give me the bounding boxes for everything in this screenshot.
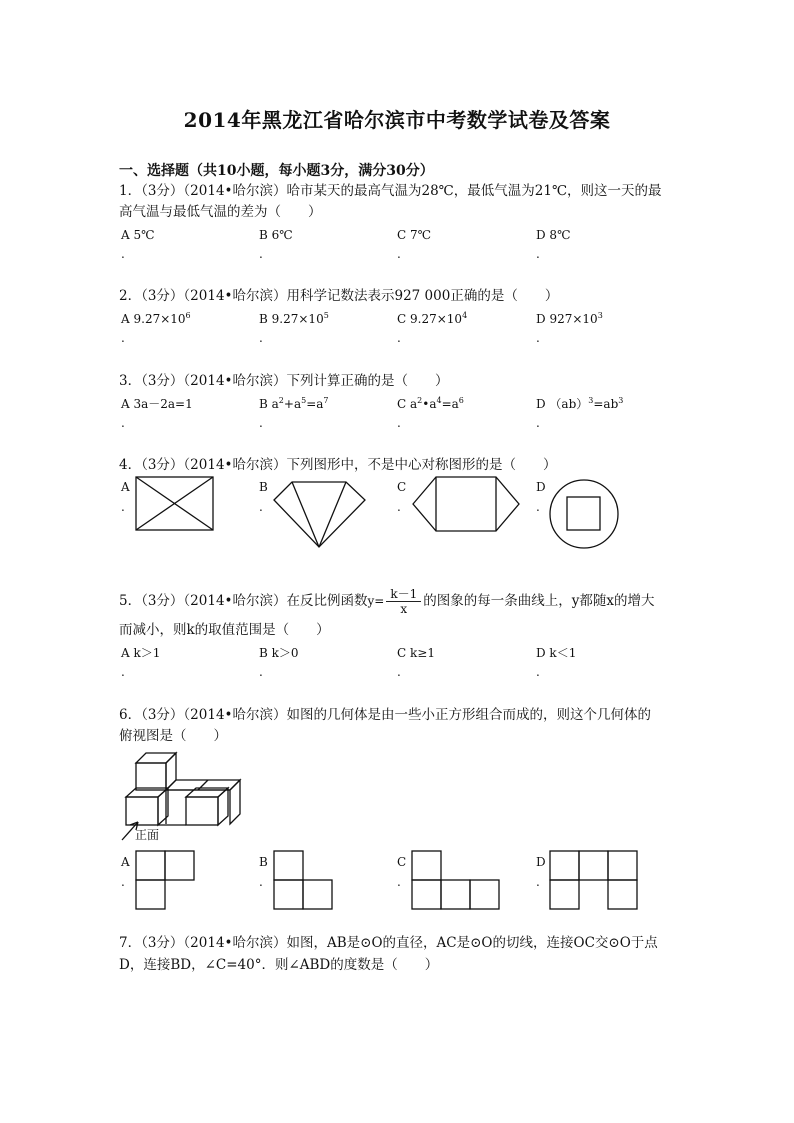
q4-figure-d-circle-square	[548, 479, 620, 551]
q1-option-d: D 8℃	[536, 228, 571, 242]
q3-option-c: C $a^2•a^4=a^6$	[397, 396, 464, 411]
bullet-dot: .	[397, 875, 401, 889]
q2-option-d: D $927\times 10^3$	[536, 311, 603, 326]
q7-text-line1: 7．（3分）（2014•哈尔滨）如图，AB是⊙O的直径，AC是⊙O的切线，连接OC交⊙O于点	[119, 935, 658, 951]
bullet-dot: .	[259, 665, 263, 679]
bullet-dot: .	[397, 500, 401, 514]
q3-option-b: B $a^2+a^5=a^7$	[259, 396, 329, 411]
q6-option-d-label: D	[536, 855, 546, 869]
q3-option-a: A 3a－2a=1	[121, 397, 193, 411]
q5-text-line1: 5．（3分）（2014•哈尔滨）在反比例函数y= $\frac{k-1}{x}$ 的图象的每一条曲线上，y都随x的增大	[119, 587, 655, 616]
q3-text: 3．（3分）（2014•哈尔滨）下列计算正确的是（ ）	[119, 373, 449, 389]
q2-text: 2．（3分）（2014•哈尔滨）用科学记数法表示927 000正确的是（ ）	[119, 288, 559, 304]
bullet-dot: .	[397, 416, 401, 430]
q4-text: 4．（3分）（2014•哈尔滨）下列图形中，不是中心对称图形的是（ ）	[119, 457, 557, 473]
bullet-dot: .	[259, 416, 263, 430]
bullet-dot: .	[259, 500, 263, 514]
bullet-dot: .	[259, 247, 263, 261]
q4-figure-c-hexagon	[412, 476, 520, 534]
q6-option-a-label: A	[121, 855, 130, 869]
q6-option-c-label: C	[397, 855, 407, 869]
fraction-y: y=	[367, 594, 385, 608]
bullet-dot: .	[536, 331, 540, 345]
q4-option-c-label: C	[397, 480, 407, 494]
q5-option-a: A k＞1	[121, 646, 161, 660]
q6-option-c-top-view	[411, 850, 503, 912]
q7-text-line2: D，连接BD，∠C=40°．则∠ABD的度数是（ ）	[119, 957, 439, 973]
q4-option-d-label: D	[536, 480, 546, 494]
q4-figure-b-fan-triangles	[272, 480, 368, 550]
page-title: 2014年黑龙江省哈尔滨市中考数学试卷及答案	[183, 108, 611, 132]
q1-text-line1: 1．（3分）（2014•哈尔滨）哈市某天的最高气温为28℃，最低气温为21℃，则这一天的最	[119, 183, 662, 199]
q6-text-line2: 俯视图是（ ）	[119, 728, 227, 744]
section-heading: 一、选择题（共10小题，每小题3分，满分30分）	[119, 163, 434, 179]
fraction-k-minus-1-over-x: $\frac{k-1}{x}$	[386, 587, 421, 616]
bullet-dot: .	[121, 500, 125, 514]
bullet-dot: .	[121, 875, 125, 889]
q6-option-a-top-view	[135, 850, 197, 912]
q6-option-b-top-view	[273, 850, 335, 912]
bullet-dot: .	[259, 331, 263, 345]
q1-text-line2: 高气温与最低气温的差为（ ）	[119, 204, 322, 220]
bullet-dot: .	[121, 665, 125, 679]
q2-option-c: C $9.27\times 10^4$	[397, 311, 468, 326]
bullet-dot: .	[536, 875, 540, 889]
q3-option-d: D $(ab)^3=ab^3$	[536, 396, 624, 411]
q2-option-b: B $9.27\times 10^5$	[259, 311, 329, 326]
q1-option-c: C 7℃	[397, 228, 432, 242]
bullet-dot: .	[397, 665, 401, 679]
bullet-dot: .	[397, 247, 401, 261]
bullet-dot: .	[121, 331, 125, 345]
q4-option-b-label: B	[259, 480, 268, 494]
q6-text-line1: 6．（3分）（2014•哈尔滨）如图的几何体是由一些小正方形组合而成的，则这个几何体的	[119, 707, 651, 723]
q2-option-a: A $9.27\times 10^6$	[121, 311, 191, 326]
bullet-dot: .	[259, 875, 263, 889]
q4-figure-a-rectangle-diagonals	[135, 476, 215, 532]
bullet-dot: .	[121, 416, 125, 430]
q6-option-d-top-view	[549, 850, 641, 912]
front-view-label: 正面	[135, 828, 160, 842]
q4-option-a-label: A	[121, 480, 130, 494]
bullet-dot: .	[536, 416, 540, 430]
bullet-dot: .	[536, 500, 540, 514]
q1-option-a: A 5℃	[121, 228, 155, 242]
q6-option-b-label: B	[259, 855, 268, 869]
q5-option-c: C k≥1	[397, 646, 435, 660]
q5-text-line2: 而减小，则k的取值范围是（ ）	[119, 622, 330, 638]
q5-option-d: D k＜1	[536, 646, 577, 660]
q1-option-b: B 6℃	[259, 228, 293, 242]
bullet-dot: .	[536, 247, 540, 261]
q5-option-b: B k＞0	[259, 646, 299, 660]
bullet-dot: .	[121, 247, 125, 261]
bullet-dot: .	[397, 331, 401, 345]
bullet-dot: .	[536, 665, 540, 679]
